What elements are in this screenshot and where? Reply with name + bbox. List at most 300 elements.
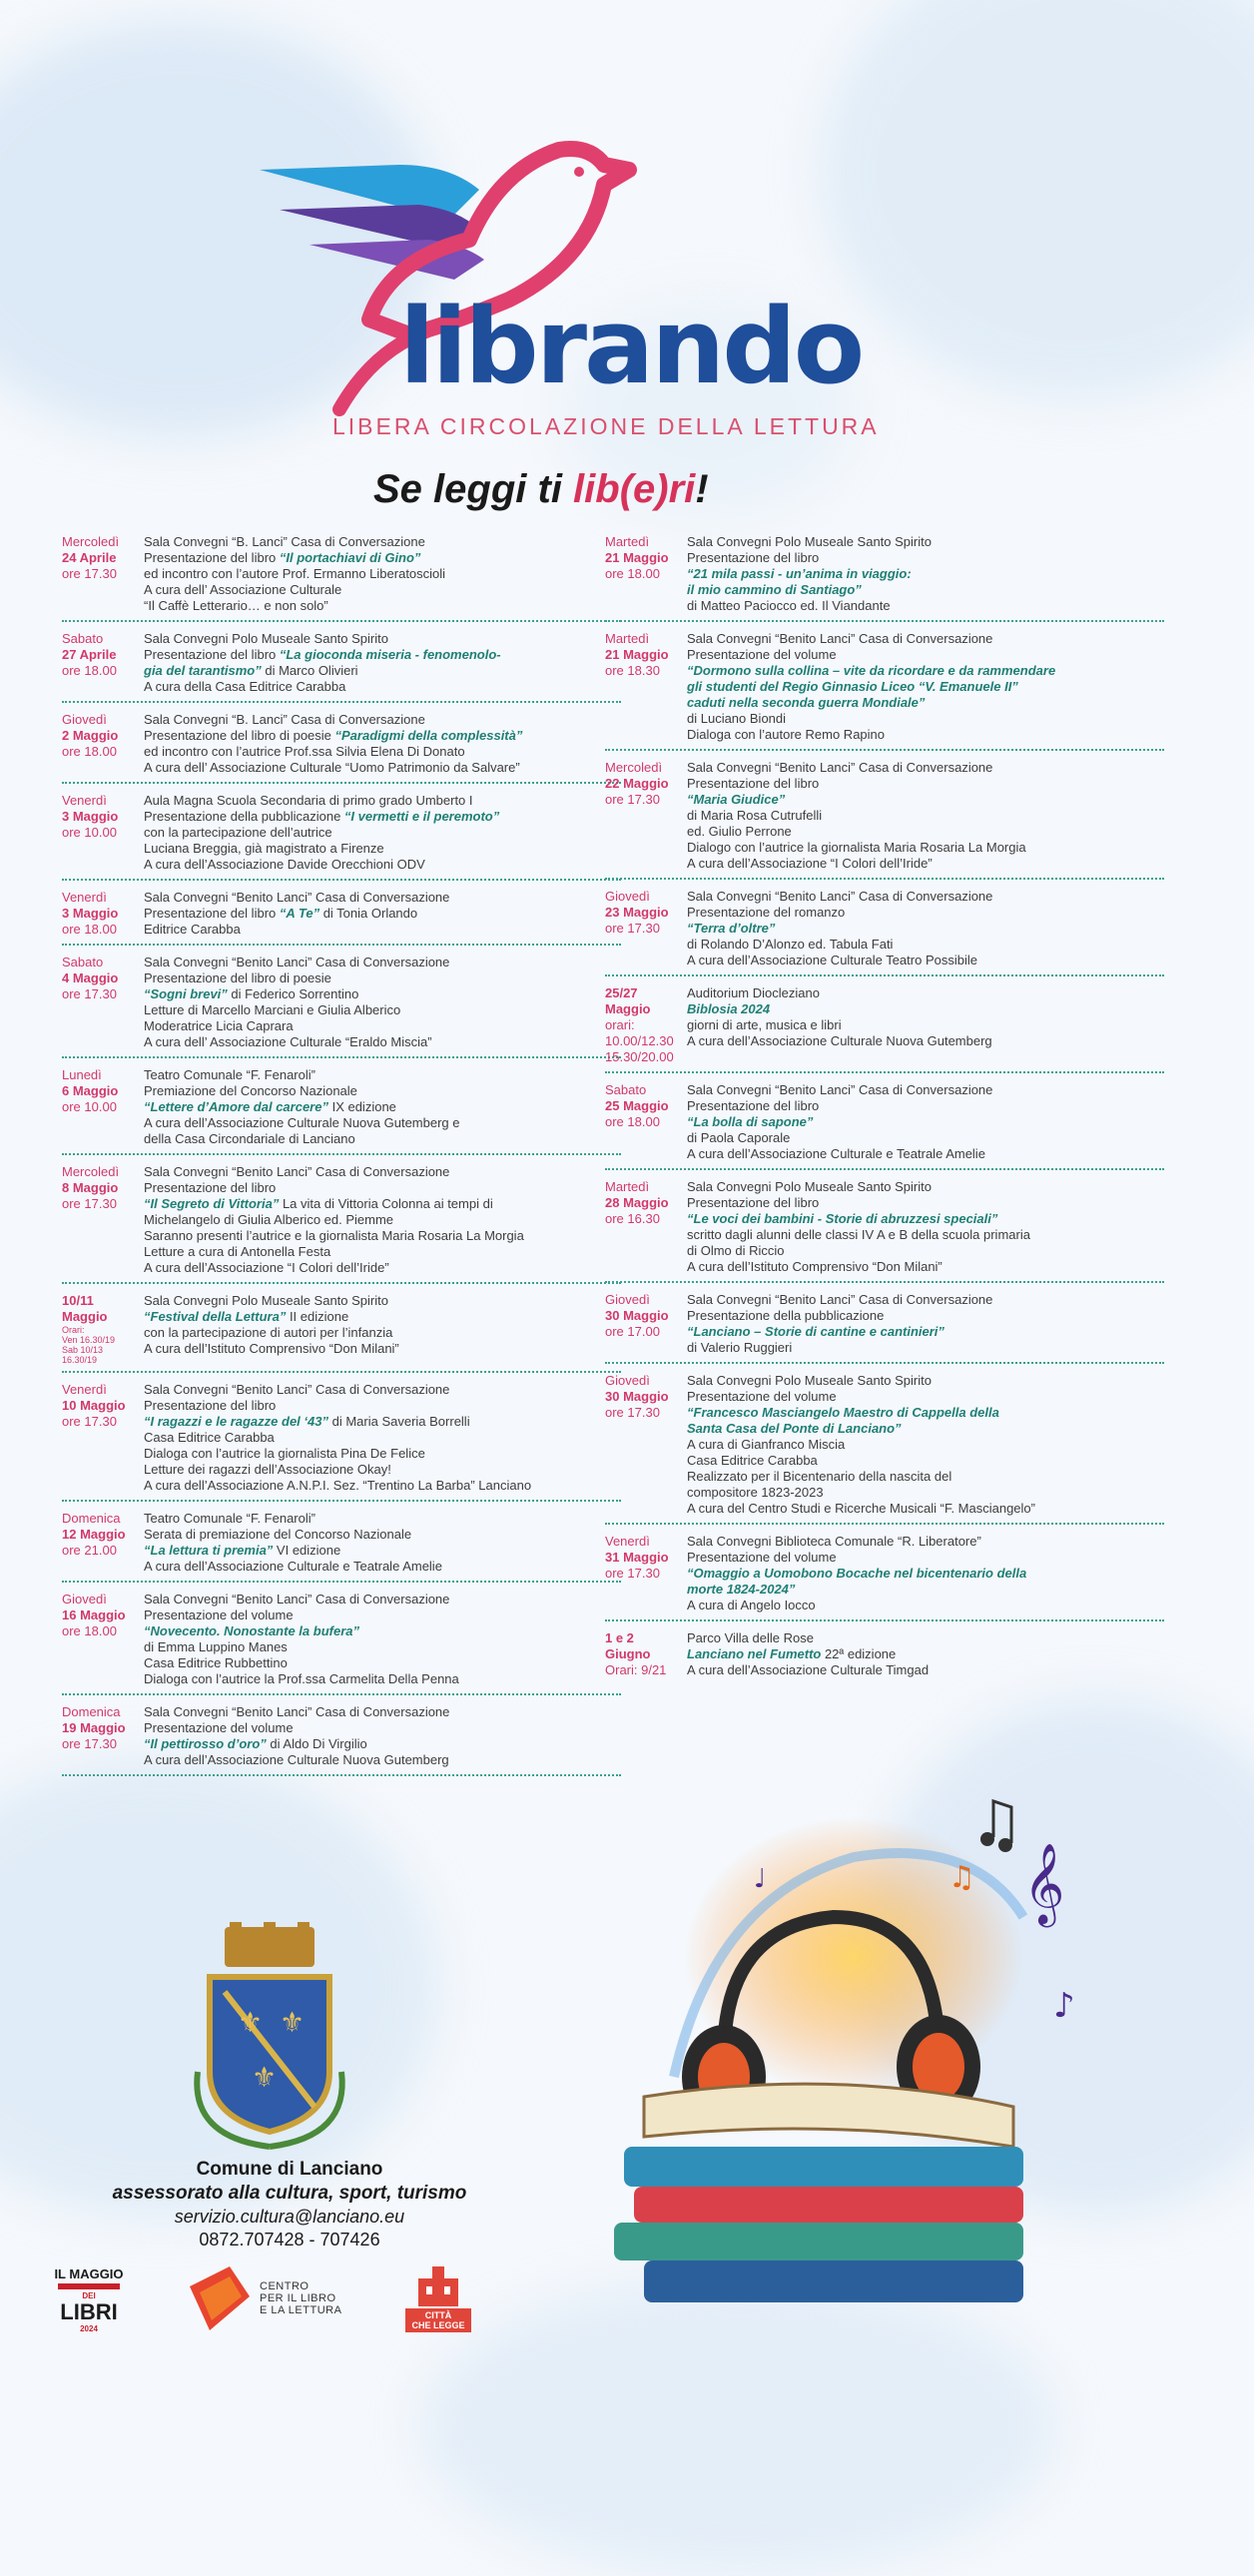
event-time-detail: Ven 16.30/19 <box>62 1335 116 1345</box>
event-when <box>62 1293 144 1365</box>
event-time: ore 18.00 <box>605 566 660 581</box>
event-date: Maggio <box>62 1309 108 1324</box>
event-line <box>687 856 1164 872</box>
event-title: “I ragazzi e le ragazze del ‘43” <box>144 1414 328 1429</box>
event-text: Presentazione del libro <box>144 906 280 921</box>
event-time: ore 17.30 <box>62 1414 117 1429</box>
event-line <box>687 647 1164 663</box>
logo-subtitle: LIBERA CIRCOLAZIONE DELLA LETTURA <box>332 413 880 439</box>
event-line <box>144 728 621 744</box>
event-text: di Rolando D’Alonzo ed. Tabula Fati <box>687 937 894 952</box>
event-line <box>687 1421 1164 1437</box>
event-item <box>62 1592 621 1695</box>
event-line <box>687 792 1164 808</box>
event-details <box>144 1164 621 1276</box>
event-line <box>687 937 1164 953</box>
event-line <box>144 1592 621 1608</box>
event-line <box>687 1469 1164 1485</box>
event-line <box>144 1309 621 1325</box>
event-date: Giugno <box>605 1646 651 1661</box>
event-line <box>144 1478 621 1494</box>
event-when <box>605 889 687 968</box>
event-day: Venerdì <box>62 890 107 905</box>
event-line <box>144 1115 621 1131</box>
event-when <box>605 1534 687 1613</box>
event-title: “I vermetti e il peremoto” <box>343 809 500 824</box>
event-text: A cura del Centro Studi e Ricerche Musicali “F. Masciangelo” <box>687 1501 1035 1516</box>
event-title: “Francesco Masciangelo Maestro di Cappella della <box>687 1405 999 1420</box>
event-details <box>144 890 621 938</box>
event-text: IX edizione <box>327 1099 396 1114</box>
maggio-dei-libri-logo <box>52 2266 126 2336</box>
citta-che-legge-logo <box>405 2266 471 2332</box>
event-text: A cura dell’Associazione Davide Orecchioni ODV <box>144 857 425 872</box>
event-line <box>144 566 621 582</box>
event-text: Sala Convegni “Benito Lanci” Casa di Conversazione <box>687 1082 993 1097</box>
event-line <box>687 1550 1164 1566</box>
event-text: Teatro Comunale “F. Fenaroli” <box>144 1511 315 1526</box>
event-date: 22 Maggio <box>605 776 669 791</box>
event-text: Dialoga con l’autrice la Prof.ssa Carmelita Della Penna <box>144 1671 459 1686</box>
event-text: Sala Convegni Biblioteca Comunale “R. Liberatore” <box>687 1534 981 1549</box>
event-item <box>605 631 1164 751</box>
event-text: Presentazione del libro <box>687 550 820 565</box>
event-day: Venerdì <box>62 1382 107 1397</box>
event-when <box>605 760 687 872</box>
svg-text:♪: ♪ <box>1053 1986 1075 2026</box>
event-when <box>62 1704 144 1768</box>
event-text: Presentazione del libro <box>144 550 280 565</box>
event-line <box>144 906 621 922</box>
event-line <box>687 695 1164 711</box>
event-item <box>62 1067 621 1155</box>
event-text: Presentazione del libro di poesie <box>144 970 331 985</box>
maggio-year-text: 2024 <box>80 2324 98 2333</box>
event-line <box>144 1559 621 1575</box>
event-text: A cura dell’ Associazione Culturale <box>144 582 342 597</box>
event-line <box>144 1260 621 1276</box>
event-line <box>687 1340 1164 1356</box>
event-text: Presentazione del volume <box>144 1608 294 1622</box>
event-list-left <box>62 534 621 1785</box>
maggio-bottom-text: LIBRI <box>60 2299 118 2324</box>
event-date: 23 Maggio <box>605 905 669 920</box>
slogan-post: ! <box>695 467 709 511</box>
event-title: “Maria Giudice” <box>687 792 786 807</box>
event-text: Saranno presenti l’autrice e la giornalista Maria Rosaria La Morgia <box>144 1228 524 1243</box>
svg-text:♩: ♩ <box>754 1864 767 1894</box>
event-line <box>687 1033 1164 1049</box>
event-text: Presentazione del libro <box>687 1098 820 1113</box>
lanciano-crest-icon <box>190 1922 349 2152</box>
event-day: Giovedì <box>605 1292 650 1307</box>
event-title: “Terra d’oltre” <box>687 921 776 936</box>
event-title: “Il pettirosso d’oro” <box>144 1736 267 1751</box>
event-text: ed incontro con l’autore Prof. Ermanno Liberatoscioli <box>144 566 446 581</box>
event-day: Martedì <box>605 1179 650 1194</box>
event-text: ed incontro con l’autrice Prof.ssa Silvia Elena Di Donato <box>144 744 465 759</box>
event-line <box>144 760 621 776</box>
event-line <box>144 1736 621 1752</box>
event-date: 21 Maggio <box>605 550 669 565</box>
event-text: A cura della Casa Editrice Carabba <box>144 679 346 694</box>
event-line <box>687 1098 1164 1114</box>
event-details <box>144 1067 621 1147</box>
event-date: 2 Maggio <box>62 728 119 743</box>
event-line <box>144 1430 621 1446</box>
event-when <box>605 1292 687 1356</box>
event-time: ore 17.30 <box>605 1566 660 1581</box>
event-text: A cura dell’Associazione Culturale Timgad <box>687 1662 930 1677</box>
event-line <box>144 1655 621 1671</box>
event-text: A cura di Gianfranco Miscia <box>687 1437 846 1452</box>
event-title: il mio cammino di Santiago” <box>687 582 862 597</box>
event-text: Michelangelo di Giulia Alberico ed. Piemme <box>144 1212 394 1227</box>
event-text: Sala Convegni “Benito Lanci” Casa di Conversazione <box>144 955 450 969</box>
event-line <box>144 647 621 663</box>
event-line <box>144 1196 621 1212</box>
event-text: di Valerio Ruggieri <box>687 1340 793 1355</box>
event-line <box>687 1566 1164 1582</box>
event-line <box>687 824 1164 840</box>
event-text: 22ª edizione <box>821 1646 897 1661</box>
event-title: “Festival della Lettura” <box>144 1309 287 1324</box>
event-day: Giovedì <box>62 712 107 727</box>
event-text: Presentazione del volume <box>687 647 837 662</box>
event-time: ore 17.30 <box>605 792 660 807</box>
event-date: 8 Maggio <box>62 1180 119 1195</box>
event-text: Sala Convegni “Benito Lanci” Casa di Conversazione <box>144 1164 450 1179</box>
event-line <box>144 1083 621 1099</box>
event-text: Moderatrice Licia Caprara <box>144 1018 294 1033</box>
citta-text-2: CHE LEGGE <box>411 2320 465 2330</box>
event-day: 25/27 <box>605 985 638 1000</box>
event-when <box>62 1511 144 1575</box>
svg-text:♫: ♫ <box>948 1860 975 1895</box>
event-text: A cura dell’Associazione Culturale Nuova Gutemberg e <box>144 1115 460 1130</box>
event-when <box>62 1164 144 1276</box>
event-title: gia del tarantismo” <box>144 663 262 678</box>
event-text: Parco Villa delle Rose <box>687 1630 814 1645</box>
event-line <box>687 1130 1164 1146</box>
event-title: “La bolla di sapone” <box>687 1114 814 1129</box>
event-text: Sala Convegni Polo Museale Santo Spirito <box>687 1179 932 1194</box>
event-day: Mercoledì <box>62 534 120 549</box>
event-title: caduti nella seconda guerra Mondiale” <box>687 695 926 710</box>
slogan-pre: Se leggi ti <box>373 467 574 511</box>
event-line <box>687 1179 1164 1195</box>
event-line <box>687 1114 1164 1130</box>
event-details <box>144 1293 621 1365</box>
event-day: Mercoledì <box>605 760 663 775</box>
event-line <box>687 1405 1164 1421</box>
event-date: 30 Maggio <box>605 1389 669 1404</box>
event-text: Editrice Carabba <box>144 922 241 937</box>
event-line <box>144 1543 621 1559</box>
event-text: A cura dell’Associazione Culturale e Teatrale Amelie <box>687 1146 985 1161</box>
event-item <box>605 760 1164 880</box>
maggio-top-text: IL MAGGIO <box>54 2266 124 2281</box>
centro-text-1: CENTRO <box>260 2280 310 2292</box>
event-title: “Sogni brevi” <box>144 986 228 1001</box>
event-time: ore 10.00 <box>62 1099 117 1114</box>
event-details <box>687 1082 1164 1162</box>
event-text: di Tonia Orlando <box>319 906 418 921</box>
event-item <box>62 793 621 881</box>
event-title: morte 1824-2024” <box>687 1582 796 1597</box>
event-date: 19 Maggio <box>62 1720 126 1735</box>
event-when <box>62 712 144 776</box>
event-line <box>687 1646 1164 1662</box>
event-text: di Emma Luppino Manes <box>144 1639 288 1654</box>
event-title: “La gioconda miseria - fenomenolo- <box>279 647 501 662</box>
event-text: A cura dell’Associazione Culturale Nuova Gutemberg <box>687 1033 992 1048</box>
event-text: Dialoga con l’autore Remo Rapino <box>687 727 886 742</box>
event-text: Presentazione della pubblicazione <box>144 809 344 824</box>
event-line <box>144 1704 621 1720</box>
assessorato: assessorato alla cultura, sport, turismo <box>112 2183 467 2204</box>
event-text: Sala Convegni Polo Museale Santo Spirito <box>687 534 932 549</box>
event-date: 3 Maggio <box>62 809 119 824</box>
event-details <box>144 955 621 1050</box>
event-item <box>62 1511 621 1583</box>
event-text: A cura dell’Associazione Culturale e Teatrale Amelie <box>144 1559 442 1574</box>
event-details <box>687 631 1164 743</box>
event-text: Auditorium Diocleziano <box>687 985 820 1000</box>
event-line <box>687 1324 1164 1340</box>
event-line <box>687 905 1164 921</box>
event-text: Sala Convegni Polo Museale Santo Spirito <box>687 1373 932 1388</box>
event-text: di Luciano Biondi <box>687 711 787 726</box>
event-text: Letture di Marcello Marciani e Giulia Alberico <box>144 1002 401 1017</box>
event-line <box>687 776 1164 792</box>
event-text: Sala Convegni “Benito Lanci” Casa di Conversazione <box>687 1292 993 1307</box>
event-line <box>687 1017 1164 1033</box>
event-time: ore 17.30 <box>605 921 660 936</box>
event-text: Sala Convegni “B. Lanci” Casa di Conversazione <box>144 534 425 549</box>
event-line <box>144 1325 621 1341</box>
event-line <box>144 841 621 857</box>
event-day: Sabato <box>62 631 104 646</box>
event-text: Dialogo con l’autrice la giornalista Maria Rosaria La Morgia <box>687 840 1026 855</box>
event-text: di Paola Caporale <box>687 1130 791 1145</box>
event-title: Lanciano nel Fumetto <box>687 1646 822 1661</box>
event-line <box>687 1453 1164 1469</box>
event-line <box>144 744 621 760</box>
event-details <box>687 889 1164 968</box>
event-line <box>144 970 621 986</box>
logo-wordmark: librando <box>399 286 863 407</box>
event-item <box>605 534 1164 622</box>
event-text: Presentazione del libro <box>687 1195 820 1210</box>
headphones-books-illustration <box>554 1777 1113 2336</box>
event-line <box>687 1534 1164 1550</box>
event-item <box>605 1373 1164 1525</box>
event-line <box>144 1293 621 1309</box>
event-text: II edizione <box>286 1309 349 1324</box>
event-title: “La lettura ti premia” <box>144 1543 274 1558</box>
event-date: 28 Maggio <box>605 1195 669 1210</box>
event-text: giorni di arte, musica e libri <box>687 1017 842 1032</box>
event-text: Casa Editrice Rubbettino <box>144 1655 288 1670</box>
event-details <box>687 1179 1164 1275</box>
event-text: Casa Editrice Carabba <box>144 1430 275 1445</box>
event-title: “Dormono sulla collina – vite da ricordare e da rammendare <box>687 663 1056 678</box>
event-item <box>62 712 621 784</box>
event-details <box>687 760 1164 872</box>
event-line <box>144 1164 621 1180</box>
event-line <box>144 1341 621 1357</box>
event-line <box>687 953 1164 968</box>
centro-logo-icon <box>190 2266 250 2330</box>
event-text: A cura dell’Istituto Comprensivo “Don Milani” <box>144 1341 399 1356</box>
event-time: ore 17.00 <box>605 1324 660 1339</box>
event-details <box>687 1630 1164 1678</box>
event-line <box>144 1527 621 1543</box>
event-line <box>144 1382 621 1398</box>
event-text: Sala Convegni “Benito Lanci” Casa di Conversazione <box>144 1592 450 1607</box>
event-line <box>144 1131 621 1147</box>
event-item <box>62 890 621 946</box>
event-text: Presentazione del volume <box>687 1389 837 1404</box>
event-text: con la partecipazione di autori per l’infanzia <box>144 1325 393 1340</box>
event-line <box>687 1146 1164 1162</box>
event-line <box>144 1414 621 1430</box>
event-title: “Lanciano – Storie di cantine e cantinieri” <box>687 1324 944 1339</box>
event-line <box>144 1671 621 1687</box>
event-line <box>687 1373 1164 1389</box>
event-text: A cura di Angelo Iocco <box>687 1598 816 1612</box>
event-date: 21 Maggio <box>605 647 669 662</box>
email-link[interactable]: servizio.cultura@lanciano.eu <box>174 2207 405 2227</box>
event-item <box>605 1534 1164 1621</box>
event-item <box>605 985 1164 1073</box>
event-when <box>62 1382 144 1494</box>
event-line <box>144 1018 621 1034</box>
event-text: A cura dell’Associazione A.N.P.I. Sez. “Trentino La Barba” Lanciano <box>144 1478 532 1493</box>
event-line <box>144 1623 621 1639</box>
event-when <box>605 985 687 1065</box>
event-item <box>62 534 621 622</box>
event-date: 10 Maggio <box>62 1398 126 1413</box>
event-day: Martedì <box>605 631 650 646</box>
event-item <box>62 1382 621 1502</box>
event-details <box>687 985 1164 1065</box>
event-line <box>144 1180 621 1196</box>
event-item <box>605 1630 1164 1684</box>
event-day: Venerdì <box>605 1534 650 1549</box>
event-item <box>62 1293 621 1373</box>
event-line <box>144 1099 621 1115</box>
event-title: Biblosia 2024 <box>687 1001 771 1016</box>
event-text: Presentazione del volume <box>144 1720 294 1735</box>
event-day: Sabato <box>605 1082 647 1097</box>
centro-libro-lettura-logo <box>190 2266 389 2330</box>
event-line <box>144 598 621 614</box>
event-text: con la partecipazione dell’autrice <box>144 825 332 840</box>
event-line <box>687 921 1164 937</box>
event-line <box>687 808 1164 824</box>
event-line <box>687 1082 1164 1098</box>
phone-numbers: 0872.707428 - 707426 <box>199 2230 380 2250</box>
event-line <box>144 534 621 550</box>
event-line <box>144 1462 621 1478</box>
comune-name: Comune di Lanciano <box>196 2159 383 2180</box>
event-when <box>605 534 687 614</box>
event-line <box>144 631 621 647</box>
event-line <box>687 566 1164 582</box>
event-time-detail: Sab 10/13 <box>62 1345 104 1355</box>
event-text: A cura dell’Associazione “I Colori dell’Iride” <box>687 856 933 871</box>
event-text: Presentazione del libro <box>144 1398 277 1413</box>
event-line <box>144 1244 621 1260</box>
event-text: Letture a cura di Antonella Festa <box>144 1244 331 1259</box>
event-line <box>687 534 1164 550</box>
svg-text:⚜: ⚜ <box>238 2006 264 2039</box>
svg-text:𝄞: 𝄞 <box>1023 1842 1065 1924</box>
event-time: ore 10.00 <box>62 825 117 840</box>
event-line <box>144 1752 621 1768</box>
event-day: Martedì <box>605 534 650 549</box>
event-line <box>144 679 621 695</box>
event-line <box>144 890 621 906</box>
event-line <box>687 1662 1164 1678</box>
event-line <box>144 663 621 679</box>
event-details <box>687 534 1164 614</box>
svg-text:⚜: ⚜ <box>252 2061 278 2094</box>
event-text: Sala Convegni “Benito Lanci” Casa di Conversazione <box>687 760 993 775</box>
event-time: ore 16.30 <box>605 1211 660 1226</box>
event-line <box>687 1437 1164 1453</box>
slogan-highlight: lib(e)ri <box>573 467 696 511</box>
event-when <box>62 1592 144 1687</box>
event-line <box>687 1308 1164 1324</box>
event-line <box>144 986 621 1002</box>
centro-text-2: PER IL LIBRO <box>260 2292 336 2304</box>
event-line <box>687 631 1164 647</box>
event-line <box>687 1243 1164 1259</box>
event-text: di Federico Sorrentino <box>227 986 359 1001</box>
event-text: A cura dell’ Associazione Culturale “Uomo Patrimonio da Salvare” <box>144 760 520 775</box>
event-time: ore 18.00 <box>605 1114 660 1129</box>
event-text: Sala Convegni “B. Lanci” Casa di Conversazione <box>144 712 425 727</box>
event-line <box>144 1720 621 1736</box>
event-time: orari: <box>605 1017 635 1032</box>
event-text: Aula Magna Scuola Secondaria di primo grado Umberto I <box>144 793 473 808</box>
event-item <box>605 889 1164 976</box>
event-title: “Novecento. Nonostante la bufera” <box>144 1623 359 1638</box>
event-text: A cura dell’Associazione “I Colori dell’Iride” <box>144 1260 389 1275</box>
event-text: di Marco Olivieri <box>261 663 358 678</box>
event-time: ore 18.00 <box>62 744 117 759</box>
event-date: 6 Maggio <box>62 1083 119 1098</box>
event-line <box>144 550 621 566</box>
citta-text-1: CITTÀ <box>424 2310 452 2320</box>
event-day: Lunedì <box>62 1067 102 1082</box>
event-text: della Casa Circondariale di Lanciano <box>144 1131 355 1146</box>
event-line <box>144 1067 621 1083</box>
event-date: 25 Maggio <box>605 1098 669 1113</box>
event-day: Giovedì <box>605 1373 650 1388</box>
event-details <box>687 1534 1164 1613</box>
svg-text:⚜: ⚜ <box>280 2006 306 2039</box>
event-time: ore 17.30 <box>62 1196 117 1211</box>
event-when <box>62 534 144 614</box>
event-line <box>144 712 621 728</box>
event-line <box>144 1228 621 1244</box>
event-text: Sala Convegni Polo Museale Santo Spirito <box>144 631 388 646</box>
event-text: di Aldo Di Virgilio <box>266 1736 367 1751</box>
